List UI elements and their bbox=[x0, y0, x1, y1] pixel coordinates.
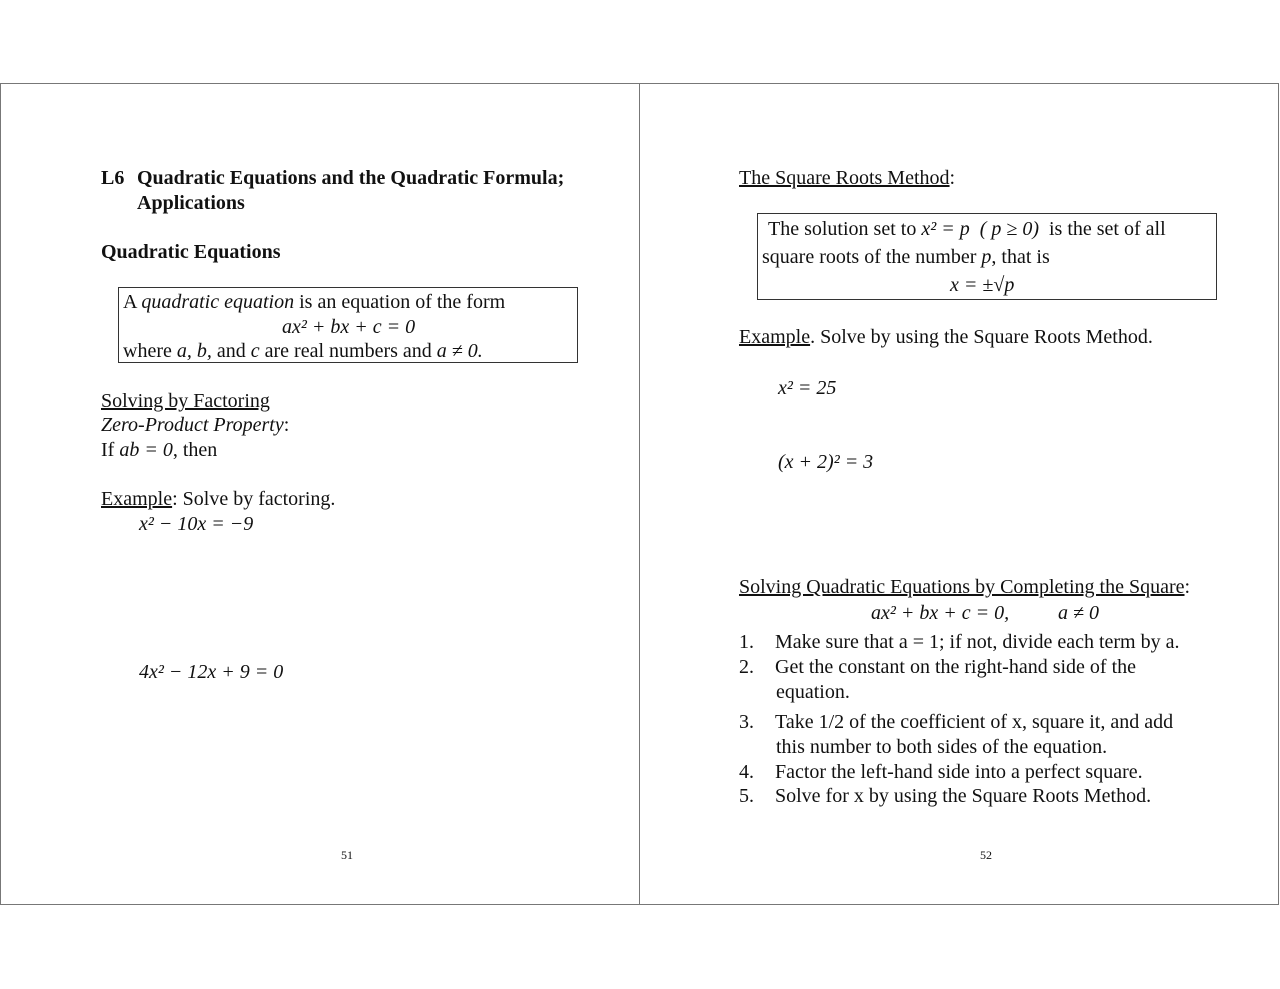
example-text-right: . Solve by using the Square Roots Method. bbox=[810, 326, 1153, 348]
definition-term: quadratic equation bbox=[141, 291, 295, 313]
box-line1-pre: The solution set to bbox=[768, 218, 917, 240]
completing-heading: Solving Quadratic Equations by Completing the Square bbox=[739, 576, 1185, 598]
definition-where: where bbox=[123, 340, 172, 362]
definition-line1-text: is an equation of the form bbox=[299, 291, 506, 313]
example-label-right: Example bbox=[739, 326, 811, 348]
square-roots-colon: : bbox=[949, 167, 956, 189]
step-5-text: Solve for x by using the Square Roots Method. bbox=[775, 785, 1152, 807]
square-roots-heading-line bbox=[739, 166, 955, 190]
step-2-number: 2. bbox=[739, 656, 754, 678]
definition-line3-text: are real numbers and bbox=[264, 340, 432, 362]
box-line2 bbox=[762, 245, 1050, 269]
box-line2-post: , that is bbox=[991, 246, 1050, 268]
step-3-number: 3. bbox=[739, 711, 754, 733]
definition-equation: ax² + bx + c = 0 bbox=[282, 316, 416, 338]
factoring-heading: Solving by Factoring bbox=[101, 390, 270, 412]
step-4-number: 4. bbox=[739, 761, 754, 783]
step-2-text: Get the constant on the right-hand side of the bbox=[775, 656, 1137, 678]
definition-var-c: c bbox=[250, 340, 260, 362]
step-3 bbox=[739, 710, 1173, 734]
example-text-left: : Solve by factoring. bbox=[172, 488, 336, 510]
zero-product-property bbox=[101, 413, 289, 437]
box-line3-formula: x = ±√p bbox=[950, 274, 1015, 296]
definition-article: A bbox=[123, 291, 137, 313]
example-equation-1: x² − 10x = −9 bbox=[139, 513, 254, 535]
step-2-text-cont: equation. bbox=[776, 681, 850, 703]
page-number-right: 52 bbox=[980, 848, 992, 862]
box-line1 bbox=[768, 217, 1166, 241]
box-line2-var: p bbox=[981, 246, 992, 268]
if-text: If bbox=[101, 439, 115, 461]
page-number-left: 51 bbox=[341, 848, 353, 862]
definition-line1 bbox=[123, 290, 505, 314]
step-3-text-cont: this number to both sides of the equation. bbox=[776, 736, 1108, 758]
example-equation-3: x² = 25 bbox=[778, 377, 837, 399]
step-4 bbox=[739, 760, 1143, 784]
definition-vars: a, b, bbox=[176, 340, 212, 362]
property-colon: : bbox=[283, 414, 290, 436]
step-5-number: 5. bbox=[739, 785, 754, 807]
ab-equation: ab = 0 bbox=[119, 439, 173, 461]
if-then-line bbox=[101, 438, 217, 462]
lesson-title-line2: Applications bbox=[137, 192, 245, 214]
step-1-text: Make sure that a = 1; if not, divide each term by a. bbox=[775, 631, 1180, 653]
definition-line3 bbox=[123, 339, 483, 363]
property-name: Zero-Product Property bbox=[101, 414, 284, 436]
page-divider bbox=[639, 83, 640, 905]
completing-colon: : bbox=[1184, 576, 1191, 598]
box-line1-post: is the set of all bbox=[1049, 218, 1166, 240]
completing-equation: ax² + bx + c = 0, bbox=[871, 602, 1010, 624]
square-roots-heading: The Square Roots Method bbox=[739, 167, 950, 189]
lesson-title-line1: Quadratic Equations and the Quadratic Formula; bbox=[137, 167, 565, 189]
then-text: , then bbox=[172, 439, 218, 461]
definition-and: and bbox=[216, 340, 246, 362]
completing-heading-line bbox=[739, 575, 1190, 599]
completing-condition: a ≠ 0 bbox=[1058, 602, 1099, 624]
box-line1-eq: x² = p bbox=[921, 218, 970, 240]
lesson-number: L6 bbox=[101, 167, 125, 189]
definition-condition: a ≠ 0. bbox=[436, 340, 483, 362]
box-line2-pre: square roots of the number bbox=[762, 246, 977, 268]
step-4-text: Factor the left-hand side into a perfect square. bbox=[775, 761, 1143, 783]
step-1 bbox=[739, 630, 1179, 654]
step-1-number: 1. bbox=[739, 631, 754, 653]
example-equation-4: (x + 2)² = 3 bbox=[778, 451, 874, 473]
step-2 bbox=[739, 655, 1136, 679]
example-line-right bbox=[739, 325, 1153, 349]
example-equation-2: 4x² − 12x + 9 = 0 bbox=[139, 661, 284, 683]
example-line-left bbox=[101, 487, 335, 511]
section-heading: Quadratic Equations bbox=[101, 241, 281, 263]
step-3-text: Take 1/2 of the coefficient of x, square it, and add bbox=[775, 711, 1174, 733]
box-line1-cond: ( p ≥ 0) bbox=[979, 218, 1039, 240]
example-label-left: Example bbox=[101, 488, 173, 510]
step-5 bbox=[739, 784, 1151, 808]
